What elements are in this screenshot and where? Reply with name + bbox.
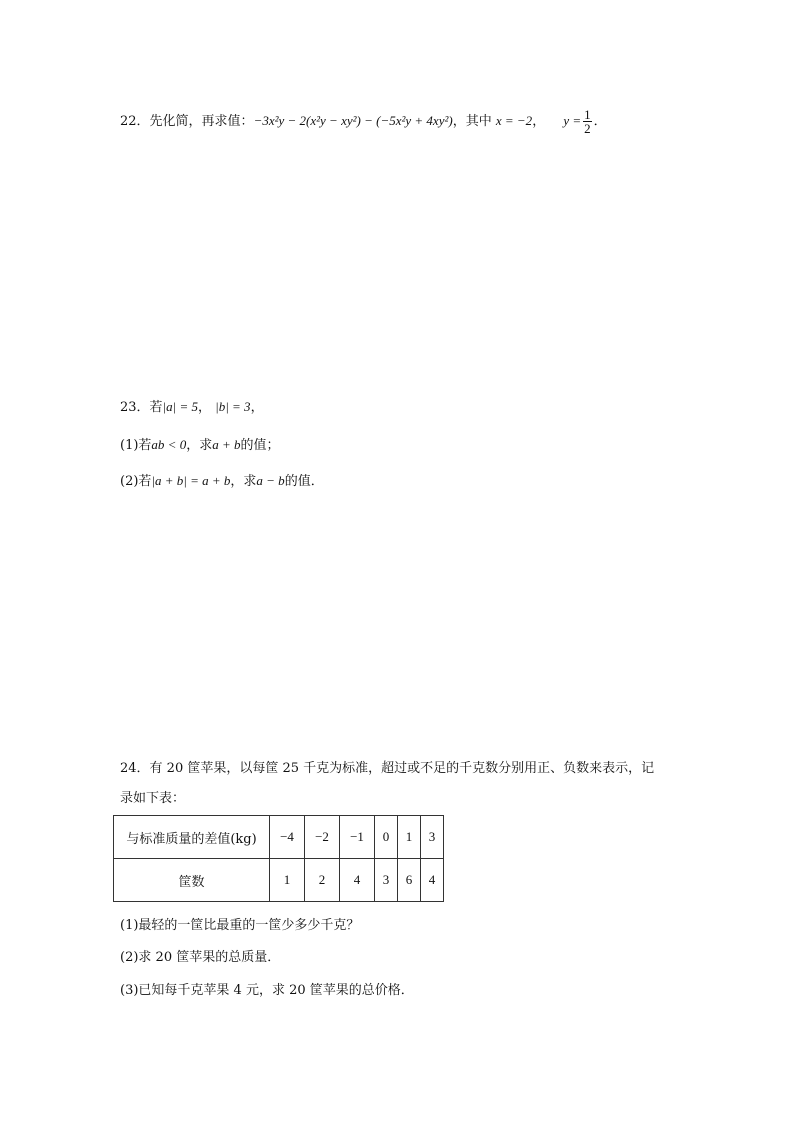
table-cell: 4: [340, 859, 375, 902]
q23-sep: ，: [197, 400, 211, 415]
q23-end: ，: [250, 400, 264, 415]
q23-part-2: [120, 472, 324, 491]
q23-abs-b: |b| = 3: [215, 399, 251, 414]
q22-number: 22．: [120, 114, 150, 129]
q23-abs-a: |a| = 5: [162, 399, 198, 414]
table-cell: 1: [398, 816, 421, 859]
q23-part1-expr: a + b: [212, 437, 241, 452]
question-23: [120, 398, 264, 417]
table-cell: 4: [421, 859, 444, 902]
q24-data-table: [113, 815, 444, 902]
q23-part2-expr: a − b: [256, 473, 285, 488]
q24-line-2: 录如下表：: [120, 791, 186, 806]
q22-y-fraction: [583, 108, 592, 135]
table-cell: −1: [340, 816, 375, 859]
q22-y-prefix: y =: [563, 113, 582, 128]
q23-part2-label: (2)若: [120, 474, 152, 489]
q22-prompt: 先化简，再求值：: [149, 114, 254, 129]
q23-part1-mid: ，求: [186, 438, 213, 453]
q23-number: 23．: [120, 400, 150, 415]
table-row-difference: [114, 816, 444, 859]
table-header-count: 筐数: [114, 859, 270, 902]
table-row-count: [114, 859, 444, 902]
q22-y-numerator: 1: [584, 107, 591, 122]
table-cell: 6: [398, 859, 421, 902]
q24-part-3: (3)已知每千克苹果 4 元，求 20 筐苹果的总价格．: [120, 983, 414, 998]
q22-expression: −3x²y − 2(x²y − xy²) − (−5x²y + 4xy²): [253, 113, 453, 128]
q23-part1-end: 的值；: [240, 438, 280, 453]
q22-sep: ，: [532, 114, 546, 129]
q23-part2-end: 的值．: [284, 474, 324, 489]
q22-end: ．: [593, 114, 607, 129]
q24-line-1: 24．有 20 筐苹果，以每筐 25 千克为标准，超过或不足的千克数分别用正、负数来表示，记: [120, 761, 655, 776]
q23-part1-cond: ab < 0: [151, 437, 187, 452]
q23-part2-cond: |a + b| = a + b: [151, 473, 231, 488]
q24-part-1: (1)最轻的一筐比最重的一筐少多少千克？: [120, 918, 360, 933]
table-cell: 0: [375, 816, 398, 859]
q22-condition-prefix: ，其中: [452, 114, 492, 129]
question-22: [120, 108, 607, 135]
table-cell: −4: [270, 816, 305, 859]
q23-part1-label: (1)若: [120, 438, 152, 453]
table-cell: −2: [305, 816, 340, 859]
table-cell: 3: [375, 859, 398, 902]
q23-part-1: [120, 436, 280, 455]
q22-x-condition: x = −2: [495, 113, 533, 128]
table-header-difference: 与标准质量的差值(kg): [114, 816, 270, 859]
q22-y-denominator: 2: [584, 121, 591, 136]
q24-part-2: (2)求 20 筐苹果的总质量．: [120, 950, 281, 965]
q23-part2-mid: ，求: [230, 474, 257, 489]
table-cell: 1: [270, 859, 305, 902]
table-cell: 2: [305, 859, 340, 902]
q23-stem-prefix: 若: [149, 400, 163, 415]
table-cell: 3: [421, 816, 444, 859]
